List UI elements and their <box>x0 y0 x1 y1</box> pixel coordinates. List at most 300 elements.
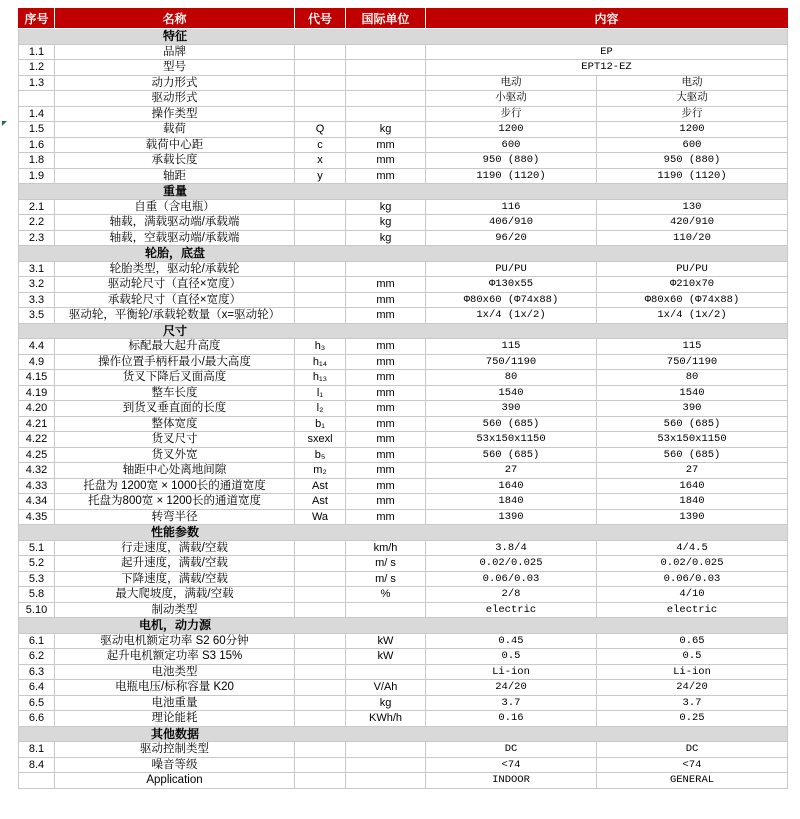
section-row <box>19 29 788 45</box>
table-row <box>19 757 788 773</box>
value-cell-2: 电动 <box>597 75 788 91</box>
row-index-cell: 6.2 <box>19 649 55 665</box>
value-cell-1: 80 <box>426 370 597 386</box>
spec-table-body <box>19 29 788 789</box>
value-cell-1: 3.8/4 <box>426 540 597 556</box>
section-title: 特征 <box>162 29 187 44</box>
table-row <box>19 261 788 277</box>
value-cell-2: Φ210x70 <box>597 277 788 293</box>
section-row <box>19 246 788 262</box>
section-row <box>19 726 788 742</box>
spec-name-cell: 最大爬坡度，满载/空载 <box>55 587 295 603</box>
unit-cell: mm <box>346 308 426 324</box>
spec-name-cell: 型号 <box>55 60 295 76</box>
table-row <box>19 649 788 665</box>
spec-name-cell: 货叉尺寸 <box>55 432 295 448</box>
spec-name-cell: 驱动控制类型 <box>55 742 295 758</box>
spec-name-cell: 货叉下降后叉面高度 <box>55 370 295 386</box>
row-index-cell: 4.21 <box>19 416 55 432</box>
value-cell-2: 115 <box>597 339 788 355</box>
unit-cell: mm <box>346 416 426 432</box>
spec-name-cell: 品牌 <box>55 44 295 60</box>
code-cell: Ast <box>295 478 346 494</box>
value-cell-1: 750/1190 <box>426 354 597 370</box>
code-cell: c <box>295 137 346 153</box>
spec-name-cell: 驱动电机额定功率 S2 60分钟 <box>55 633 295 649</box>
value-cell-1: Φ130x55 <box>426 277 597 293</box>
value-cell-1: 0.06/0.03 <box>426 571 597 587</box>
unit-cell: mm <box>346 292 426 308</box>
value-cell-2: GENERAL <box>597 773 788 789</box>
spec-name-cell: 操作位置手柄杆最小/最大高度 <box>55 354 295 370</box>
value-cell-2: 24/20 <box>597 680 788 696</box>
spec-name-cell: 轴载，空载驱动端/承载端 <box>55 230 295 246</box>
unit-cell: % <box>346 587 426 603</box>
code-cell <box>295 91 346 107</box>
row-index-cell: 5.8 <box>19 587 55 603</box>
unit-cell <box>346 44 426 60</box>
unit-cell <box>346 261 426 277</box>
section-title-cell <box>19 525 788 541</box>
table-row <box>19 385 788 401</box>
unit-cell: kg <box>346 215 426 231</box>
row-index-cell: 6.1 <box>19 633 55 649</box>
value-cell-1: 小驱动 <box>426 91 597 107</box>
spec-name-cell: 转弯半径 <box>55 509 295 525</box>
value-cell-merged: EPT12-EZ <box>426 60 788 76</box>
row-index-cell: 4.9 <box>19 354 55 370</box>
section-title-cell <box>19 246 788 262</box>
unit-cell: mm <box>346 478 426 494</box>
value-cell-2: 53x150x1150 <box>597 432 788 448</box>
value-cell-1: 53x150x1150 <box>426 432 597 448</box>
value-cell-2: 步行 <box>597 106 788 122</box>
section-title: 电机，动力源 <box>138 618 211 633</box>
unit-cell: mm <box>346 401 426 417</box>
table-row <box>19 60 788 76</box>
unit-cell <box>346 664 426 680</box>
section-title-cell <box>19 29 788 45</box>
table-row <box>19 277 788 293</box>
value-cell-2: 1840 <box>597 494 788 510</box>
code-cell <box>295 587 346 603</box>
row-index-cell: 1.6 <box>19 137 55 153</box>
spec-name-cell: 载荷中心距 <box>55 137 295 153</box>
section-title: 其他数据 <box>150 726 199 741</box>
unit-cell <box>346 757 426 773</box>
unit-cell <box>346 742 426 758</box>
code-cell: l₂ <box>295 401 346 417</box>
table-row <box>19 137 788 153</box>
value-cell-2: 0.5 <box>597 649 788 665</box>
table-row <box>19 339 788 355</box>
row-index-cell: 1.5 <box>19 122 55 138</box>
section-title-cell <box>19 618 788 634</box>
value-cell-1: 950 (880) <box>426 153 597 169</box>
spec-name-cell: 轴距中心处离地间隙 <box>55 463 295 479</box>
spec-sheet <box>18 8 788 789</box>
table-row <box>19 478 788 494</box>
spec-name-cell: 到货叉垂直面的长度 <box>55 401 295 417</box>
row-index-cell: 2.3 <box>19 230 55 246</box>
code-cell: l₁ <box>295 385 346 401</box>
row-index-cell: 5.1 <box>19 540 55 556</box>
code-cell <box>295 292 346 308</box>
section-title: 重量 <box>162 184 187 199</box>
spec-name-cell: 驱动轮，平衡轮/承载轮数量（x=驱动轮） <box>55 308 295 324</box>
header-content: 内容 <box>426 9 788 29</box>
unit-cell <box>346 91 426 107</box>
table-row <box>19 633 788 649</box>
row-index-cell: 4.20 <box>19 401 55 417</box>
table-row <box>19 447 788 463</box>
value-cell-1: Li-ion <box>426 664 597 680</box>
section-title: 轮胎，底盘 <box>144 246 205 261</box>
table-row <box>19 215 788 231</box>
section-row <box>19 323 788 339</box>
table-row <box>19 494 788 510</box>
code-cell <box>295 633 346 649</box>
value-cell-2: 0.02/0.025 <box>597 556 788 572</box>
value-cell-2: 27 <box>597 463 788 479</box>
table-row <box>19 199 788 215</box>
value-cell-2: 3.7 <box>597 695 788 711</box>
value-cell-2: 560 (685) <box>597 416 788 432</box>
value-cell-2: 80 <box>597 370 788 386</box>
unit-cell: mm <box>346 153 426 169</box>
code-cell <box>295 106 346 122</box>
value-cell-2: 130 <box>597 199 788 215</box>
value-cell-1: 560 (685) <box>426 447 597 463</box>
row-index-cell: 2.2 <box>19 215 55 231</box>
row-index-cell: 5.2 <box>19 556 55 572</box>
spec-name-cell: 货叉外宽 <box>55 447 295 463</box>
unit-cell: mm <box>346 168 426 184</box>
row-index-cell <box>19 91 55 107</box>
spec-name-cell: 承载轮尺寸（直径×宽度） <box>55 292 295 308</box>
row-index-cell: 4.25 <box>19 447 55 463</box>
table-row <box>19 91 788 107</box>
code-cell: h₁₄ <box>295 354 346 370</box>
value-cell-2: 950 (880) <box>597 153 788 169</box>
spec-name-cell: 噪音等级 <box>55 757 295 773</box>
code-cell: x <box>295 153 346 169</box>
row-index-cell: 6.4 <box>19 680 55 696</box>
row-index-cell: 6.5 <box>19 695 55 711</box>
section-title: 性能参数 <box>150 525 199 540</box>
table-row <box>19 711 788 727</box>
spec-name-cell: 电池重量 <box>55 695 295 711</box>
unit-cell: mm <box>346 509 426 525</box>
table-row <box>19 540 788 556</box>
header-name: 名称 <box>55 9 295 29</box>
table-row <box>19 401 788 417</box>
table-row <box>19 122 788 138</box>
value-cell-2: 750/1190 <box>597 354 788 370</box>
code-cell: h₁₃ <box>295 370 346 386</box>
value-cell-2: 1390 <box>597 509 788 525</box>
value-cell-2: 0.25 <box>597 711 788 727</box>
row-index-cell: 8.4 <box>19 757 55 773</box>
row-index-cell: 4.15 <box>19 370 55 386</box>
table-row <box>19 463 788 479</box>
row-index-cell: 4.33 <box>19 478 55 494</box>
value-cell-1: 1540 <box>426 385 597 401</box>
value-cell-2: 0.06/0.03 <box>597 571 788 587</box>
row-index-cell: 4.34 <box>19 494 55 510</box>
row-index-cell: 4.22 <box>19 432 55 448</box>
row-index-cell: 1.2 <box>19 60 55 76</box>
spec-name-cell: 整体宽度 <box>55 416 295 432</box>
code-cell <box>295 664 346 680</box>
value-cell-1: Φ80x60 (Φ74x88) <box>426 292 597 308</box>
row-index-cell: 8.1 <box>19 742 55 758</box>
table-row <box>19 106 788 122</box>
value-cell-1: INDOOR <box>426 773 597 789</box>
value-cell-1: <74 <box>426 757 597 773</box>
value-cell-2: 0.65 <box>597 633 788 649</box>
row-index-cell: 5.3 <box>19 571 55 587</box>
spec-name-cell: 起升电机额定功率 S3 15% <box>55 649 295 665</box>
value-cell-2: 大驱动 <box>597 91 788 107</box>
spec-table <box>18 8 788 789</box>
table-row <box>19 153 788 169</box>
value-cell-1: 600 <box>426 137 597 153</box>
unit-cell: mm <box>346 354 426 370</box>
unit-cell: mm <box>346 463 426 479</box>
row-index-cell: 5.10 <box>19 602 55 618</box>
table-row <box>19 354 788 370</box>
unit-cell: KWh/h <box>346 711 426 727</box>
unit-cell: kg <box>346 122 426 138</box>
value-cell-2: 1x/4 (1x/2) <box>597 308 788 324</box>
cell-comment-marker-icon <box>2 121 7 126</box>
row-index-cell: 1.1 <box>19 44 55 60</box>
code-cell <box>295 571 346 587</box>
table-row <box>19 308 788 324</box>
spec-name-cell: 驱动形式 <box>55 91 295 107</box>
row-index-cell: 1.4 <box>19 106 55 122</box>
value-cell-1: PU/PU <box>426 261 597 277</box>
section-row <box>19 618 788 634</box>
value-cell-2: 1190 (1120) <box>597 168 788 184</box>
spec-name-cell: 轴距 <box>55 168 295 184</box>
value-cell-2: 600 <box>597 137 788 153</box>
row-index-cell: 1.8 <box>19 153 55 169</box>
spec-name-cell: 载荷 <box>55 122 295 138</box>
value-cell-2: Li-ion <box>597 664 788 680</box>
table-row <box>19 556 788 572</box>
value-cell-1: 24/20 <box>426 680 597 696</box>
code-cell <box>295 773 346 789</box>
table-row <box>19 168 788 184</box>
table-row <box>19 292 788 308</box>
value-cell-1: 1x/4 (1x/2) <box>426 308 597 324</box>
section-title-cell <box>19 323 788 339</box>
table-row <box>19 587 788 603</box>
header-row <box>19 9 788 29</box>
code-cell: Q <box>295 122 346 138</box>
spec-name-cell: 制动类型 <box>55 602 295 618</box>
row-index-cell: 3.1 <box>19 261 55 277</box>
row-index-cell <box>19 773 55 789</box>
code-cell: h₃ <box>295 339 346 355</box>
value-cell-1: 27 <box>426 463 597 479</box>
code-cell <box>295 649 346 665</box>
code-cell <box>295 261 346 277</box>
unit-cell: mm <box>346 432 426 448</box>
code-cell <box>295 230 346 246</box>
table-row <box>19 773 788 789</box>
value-cell-2: 420/910 <box>597 215 788 231</box>
value-cell-1: electric <box>426 602 597 618</box>
row-index-cell: 1.9 <box>19 168 55 184</box>
value-cell-2: 560 (685) <box>597 447 788 463</box>
code-cell <box>295 695 346 711</box>
value-cell-1: 2/8 <box>426 587 597 603</box>
spec-name-cell: 电池类型 <box>55 664 295 680</box>
value-cell-2: 1200 <box>597 122 788 138</box>
spec-name-cell: 承载长度 <box>55 153 295 169</box>
unit-cell <box>346 75 426 91</box>
header-index: 序号 <box>19 9 55 29</box>
row-index-cell: 3.2 <box>19 277 55 293</box>
value-cell-2: <74 <box>597 757 788 773</box>
spec-name-cell: 动力形式 <box>55 75 295 91</box>
section-title: 尺寸 <box>162 323 187 338</box>
spec-name-cell: 标配最大起升高度 <box>55 339 295 355</box>
value-cell-1: 0.45 <box>426 633 597 649</box>
unit-cell: mm <box>346 339 426 355</box>
section-row <box>19 184 788 200</box>
header-code: 代号 <box>295 9 346 29</box>
unit-cell: km/h <box>346 540 426 556</box>
spec-name-cell: 下降速度，满载/空载 <box>55 571 295 587</box>
value-cell-2: DC <box>597 742 788 758</box>
spec-name-cell: 操作类型 <box>55 106 295 122</box>
unit-cell: mm <box>346 370 426 386</box>
code-cell <box>295 680 346 696</box>
unit-cell: kW <box>346 633 426 649</box>
table-row <box>19 680 788 696</box>
spec-name-cell: 驱动轮尺寸（直径×宽度） <box>55 277 295 293</box>
table-row <box>19 571 788 587</box>
unit-cell: mm <box>346 277 426 293</box>
spec-name-cell: 理论能耗 <box>55 711 295 727</box>
spec-name-cell: 整车长度 <box>55 385 295 401</box>
value-cell-1: 406/910 <box>426 215 597 231</box>
value-cell-2: 4/10 <box>597 587 788 603</box>
unit-cell: kg <box>346 199 426 215</box>
section-row <box>19 525 788 541</box>
code-cell <box>295 540 346 556</box>
spec-name-cell: 自重（含电瓶） <box>55 199 295 215</box>
row-index-cell: 6.6 <box>19 711 55 727</box>
code-cell <box>295 44 346 60</box>
row-index-cell: 2.1 <box>19 199 55 215</box>
code-cell: b₁ <box>295 416 346 432</box>
table-row <box>19 44 788 60</box>
unit-cell: V/Ah <box>346 680 426 696</box>
value-cell-1: 1640 <box>426 478 597 494</box>
table-row <box>19 664 788 680</box>
unit-cell: mm <box>346 385 426 401</box>
spec-name-cell: 电瓶电压/标称容量 K20 <box>55 680 295 696</box>
code-cell <box>295 277 346 293</box>
code-cell: y <box>295 168 346 184</box>
unit-cell <box>346 60 426 76</box>
row-index-cell: 6.3 <box>19 664 55 680</box>
spec-name-cell: 轮胎类型，驱动轮/承载轮 <box>55 261 295 277</box>
code-cell <box>295 215 346 231</box>
row-index-cell: 4.19 <box>19 385 55 401</box>
row-index-cell: 3.5 <box>19 308 55 324</box>
value-cell-1: 3.7 <box>426 695 597 711</box>
code-cell <box>295 556 346 572</box>
value-cell-1: DC <box>426 742 597 758</box>
unit-cell: m/ s <box>346 571 426 587</box>
unit-cell <box>346 773 426 789</box>
code-cell: sxexl <box>295 432 346 448</box>
value-cell-1: 390 <box>426 401 597 417</box>
table-row <box>19 509 788 525</box>
row-index-cell: 4.35 <box>19 509 55 525</box>
value-cell-1: 步行 <box>426 106 597 122</box>
code-cell <box>295 602 346 618</box>
unit-cell: m/ s <box>346 556 426 572</box>
code-cell: m₂ <box>295 463 346 479</box>
value-cell-2: 110/20 <box>597 230 788 246</box>
value-cell-2: 1640 <box>597 478 788 494</box>
unit-cell: kg <box>346 695 426 711</box>
value-cell-1: 1190 (1120) <box>426 168 597 184</box>
unit-cell: kW <box>346 649 426 665</box>
table-row <box>19 370 788 386</box>
spec-name-cell: 行走速度，满载/空载 <box>55 540 295 556</box>
section-title-cell <box>19 726 788 742</box>
spec-name-cell: 轴载，满载驱动端/承载端 <box>55 215 295 231</box>
value-cell-2: 390 <box>597 401 788 417</box>
value-cell-1: 116 <box>426 199 597 215</box>
value-cell-1: 0.5 <box>426 649 597 665</box>
code-cell <box>295 757 346 773</box>
table-row <box>19 602 788 618</box>
spec-name-cell: Application <box>55 773 295 789</box>
unit-cell <box>346 106 426 122</box>
unit-cell: mm <box>346 447 426 463</box>
code-cell: Wa <box>295 509 346 525</box>
unit-cell: kg <box>346 230 426 246</box>
value-cell-2: electric <box>597 602 788 618</box>
value-cell-1: 1200 <box>426 122 597 138</box>
code-cell <box>295 60 346 76</box>
value-cell-merged: EP <box>426 44 788 60</box>
table-row <box>19 432 788 448</box>
code-cell: Ast <box>295 494 346 510</box>
value-cell-1: 0.16 <box>426 711 597 727</box>
spec-name-cell: 托盘为 1200宽 × 1000长的通道宽度 <box>55 478 295 494</box>
header-unit: 国际单位 <box>346 9 426 29</box>
code-cell: b₅ <box>295 447 346 463</box>
code-cell <box>295 199 346 215</box>
code-cell <box>295 308 346 324</box>
row-index-cell: 3.3 <box>19 292 55 308</box>
value-cell-2: 1540 <box>597 385 788 401</box>
value-cell-1: 115 <box>426 339 597 355</box>
value-cell-1: 560 (685) <box>426 416 597 432</box>
value-cell-1: 电动 <box>426 75 597 91</box>
value-cell-1: 1840 <box>426 494 597 510</box>
